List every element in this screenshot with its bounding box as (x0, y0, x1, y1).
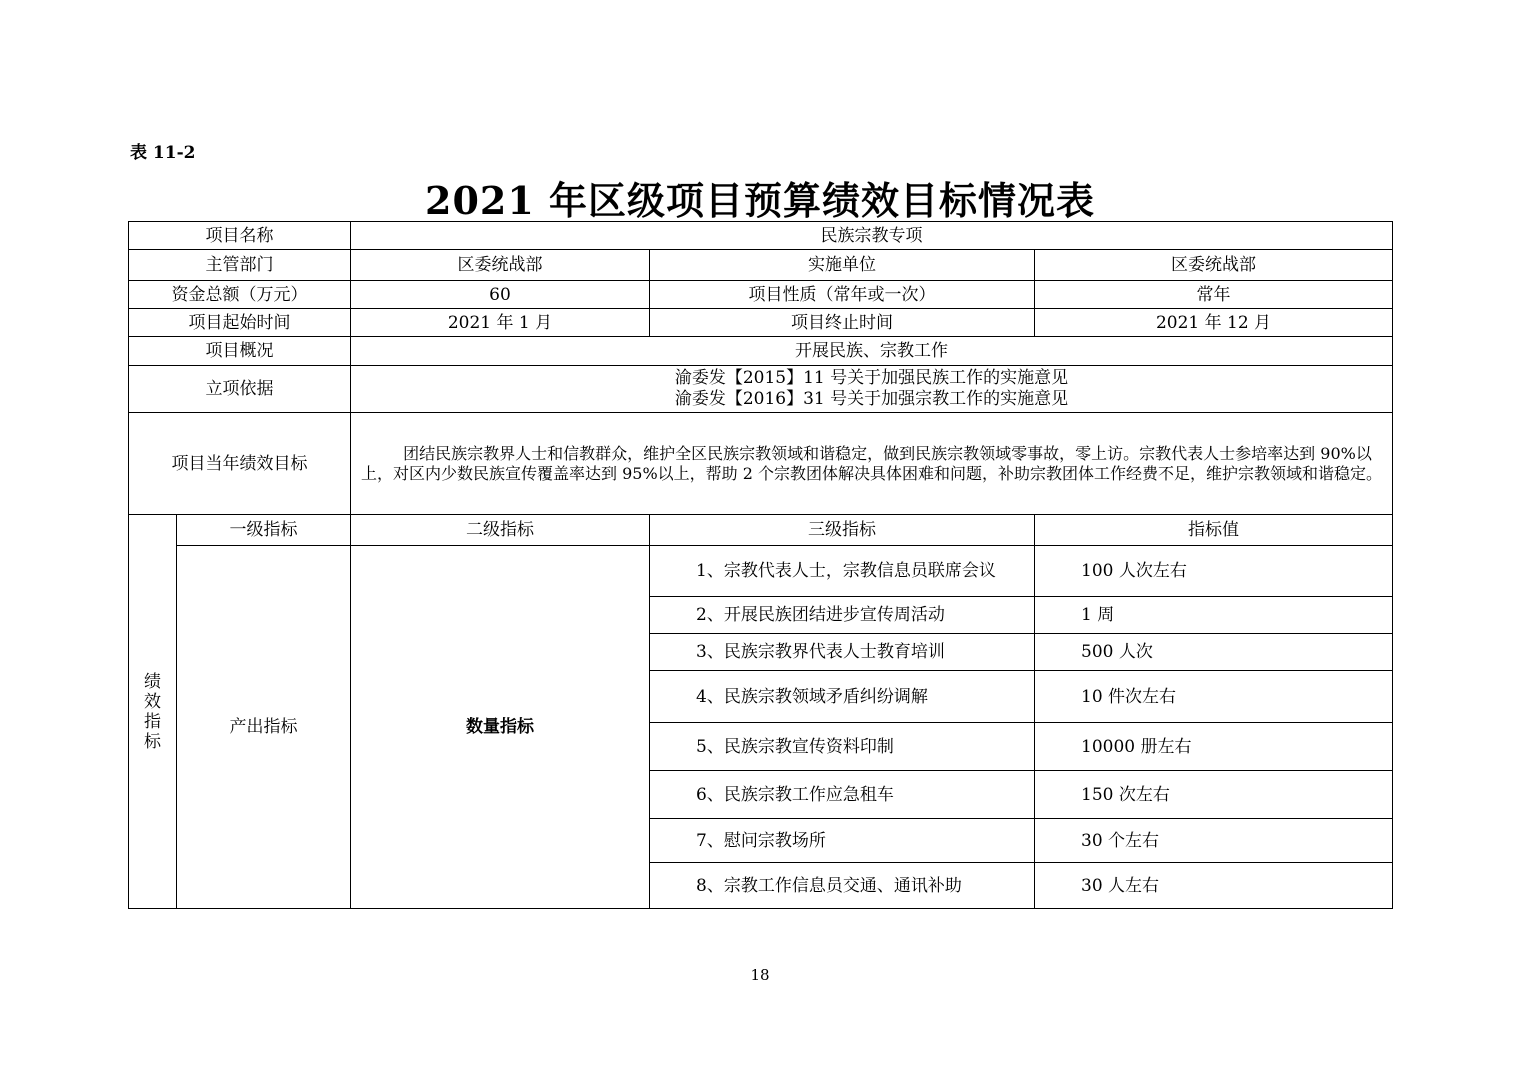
col-level2-header: 二级指标 (351, 515, 650, 546)
project-name-label: 项目名称 (129, 222, 351, 250)
level3-item: 1、宗教代表人士，宗教信息员联席会议 (650, 546, 1035, 597)
end-label: 项目终止时间 (650, 309, 1035, 337)
row-funds (129, 281, 1393, 309)
funds-value: 60 (351, 281, 650, 309)
level3-item: 2、开展民族团结进步宣传周活动 (650, 597, 1035, 634)
indicator-value: 100 人次左右 (1035, 546, 1393, 597)
overview-label: 项目概况 (129, 337, 351, 366)
indicator-value: 30 个左右 (1035, 819, 1393, 863)
nature-label: 项目性质（常年或一次） (650, 281, 1035, 309)
basis-line-2: 渝委发【2016】31 号关于加强宗教工作的实施意见 (674, 389, 1069, 409)
indicator-value: 10000 册左右 (1035, 723, 1393, 771)
row-project-name (129, 222, 1393, 250)
dept-value: 区委统战部 (351, 250, 650, 281)
end-value: 2021 年 12 月 (1035, 309, 1393, 337)
indicator-value: 1 周 (1035, 597, 1393, 634)
level3-item: 6、民族宗教工作应急租车 (650, 771, 1035, 819)
basis-label: 立项依据 (129, 366, 351, 413)
row-overview (129, 337, 1393, 366)
goal-text: 团结民族宗教界人士和信教群众，维护全区民族宗教领域和谐稳定，做到民族宗教领域零事故，零上访。宗教代表人士参培率达到 90%以上，对区内少数民族宣传覆盖率达到 95%以上，帮助 2 个宗教团体解决具体困难和问题，补助宗教团体工作经费不足，维护宗教领域和谐稳定。 (361, 443, 1383, 483)
section-label-char: 效 (144, 691, 161, 712)
indicator-value: 500 人次 (1035, 634, 1393, 671)
level3-item: 5、民族宗教宣传资料印制 (650, 723, 1035, 771)
level3-item: 3、民族宗教界代表人士教育培训 (650, 634, 1035, 671)
section-label-char: 标 (144, 731, 161, 752)
nature-value: 常年 (1035, 281, 1393, 309)
start-value: 2021 年 1 月 (351, 309, 650, 337)
level1-output: 产出指标 (177, 546, 351, 909)
dept-label: 主管部门 (129, 250, 351, 281)
col-level1-header: 一级指标 (177, 515, 351, 546)
basis-value (351, 366, 1393, 413)
impl-label: 实施单位 (650, 250, 1035, 281)
row-period (129, 309, 1393, 337)
overview-value: 开展民族、宗教工作 (351, 337, 1393, 366)
row-goal (129, 413, 1393, 515)
page-number: 18 (750, 966, 770, 984)
basis-line-1: 渝委发【2015】11 号关于加强民族工作的实施意见 (674, 368, 1069, 388)
table-row (129, 546, 1393, 597)
project-name-value: 民族宗教专项 (351, 222, 1393, 250)
start-label: 项目起始时间 (129, 309, 351, 337)
impl-value: 区委统战部 (1035, 250, 1393, 281)
funds-label: 资金总额（万元） (129, 281, 351, 309)
col-level3-header: 三级指标 (650, 515, 1035, 546)
col-value-header: 指标值 (1035, 515, 1393, 546)
indicator-value: 10 件次左右 (1035, 671, 1393, 723)
row-department (129, 250, 1393, 281)
table-number: 表 11-2 (130, 143, 196, 163)
row-basis (129, 366, 1393, 413)
goal-label: 项目当年绩效目标 (129, 413, 351, 515)
indicator-value: 150 次左右 (1035, 771, 1393, 819)
level3-item: 4、民族宗教领域矛盾纠纷调解 (650, 671, 1035, 723)
section-label-char: 指 (144, 711, 161, 732)
level3-item: 8、宗教工作信息员交通、通讯补助 (650, 863, 1035, 909)
indicator-value: 30 人左右 (1035, 863, 1393, 909)
document-title: 2021 年区级项目预算绩效目标情况表 (425, 178, 1095, 223)
goal-cell (351, 413, 1393, 515)
performance-target-table (128, 221, 1393, 909)
section-label-char: 绩 (144, 671, 161, 692)
level3-item: 7、慰问宗教场所 (650, 819, 1035, 863)
row-indicator-header (129, 515, 1393, 546)
indicator-section-label (129, 515, 177, 909)
level2-quantity: 数量指标 (351, 546, 650, 909)
